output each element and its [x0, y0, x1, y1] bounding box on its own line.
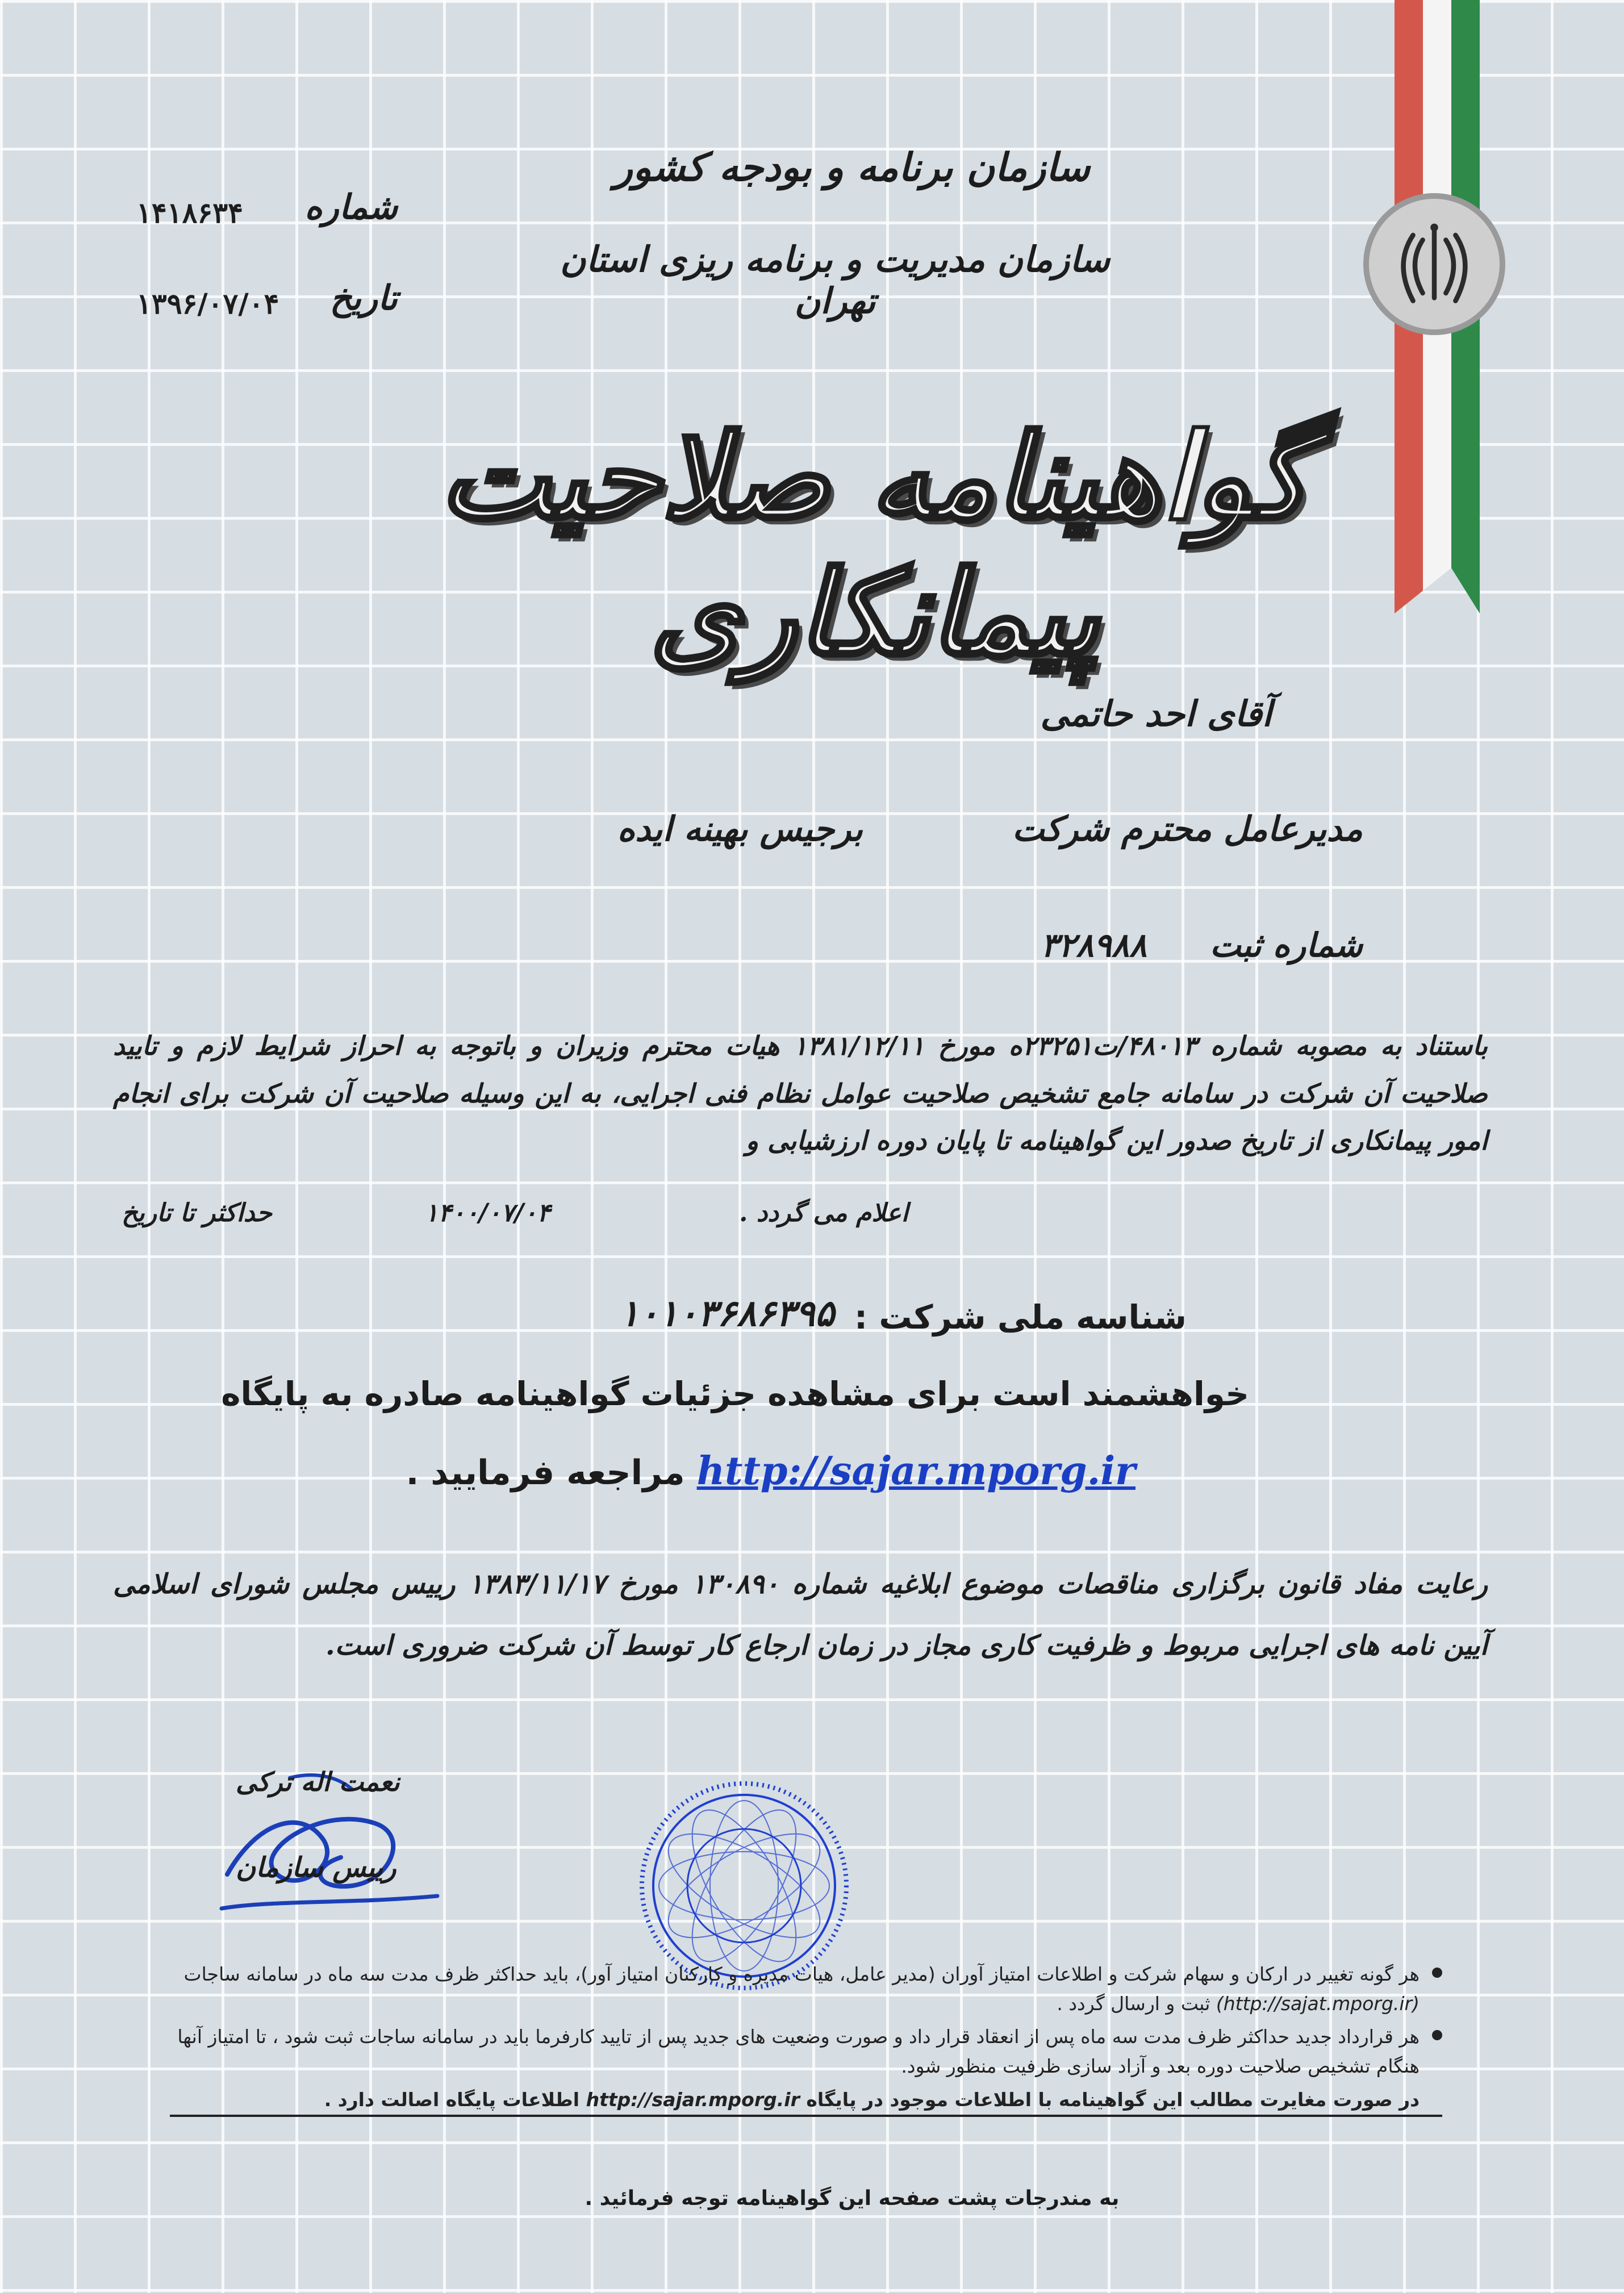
portal-refer-text: مراجعه فرمایید . — [406, 1453, 685, 1493]
footer-note: به مندرجات پشت صفحه این گواهینامه توجه فرمائید . — [585, 2187, 1120, 2210]
note-item: هر گونه تغییر در ارکان و سهام شرکت و اطلاعات امتیاز آوران (مدیر عامل، هیات مدیره و کارکنان امتیاز آور)، باید حداکثر ظرف مدت سه ماه در سامانه ساجات (http://sajat.mporg.ir) ثبت و ارسال گردد . — [170, 1960, 1442, 2019]
iran-emblem-icon — [1363, 193, 1505, 335]
date-label: تاریخ — [329, 278, 398, 318]
number-label: شماره — [304, 187, 398, 227]
recipient-name: آقای احد حاتمی — [1040, 693, 1272, 734]
registration-label: شماره ثبت — [1210, 926, 1363, 964]
certificate-title: گواهینامه صلاحیت پیمانکاری — [439, 409, 1310, 682]
portal-instruction: خواهشمند است برای مشاهده جزئیات گواهینامه صادره به پایگاه — [221, 1375, 1249, 1413]
body-paragraph: باستناد به مصوبه شماره ۴۸۰۱۳/ت۲۳۲۵۱ه مورخ ۱۳۸۱/۱۲/۱۱ هیات محترم وزیران و باتوجه به احراز شرایط لازم و تایید صلاحیت آن شرکت در سامانه جامع تشخیص صلاحیت عوامل نظام فنی اجرایی، به این وسیله صلاحیت آن شرکت برای انجام امور پیمانکاری از تاریخ صدور این گواهینامه تا پایان دوره ارزشیابی و — [113, 1030, 1488, 1156]
org-name-primary: سازمان برنامه و بودجه کشور — [614, 145, 1090, 190]
bullet-icon — [1432, 2030, 1442, 2040]
note-item: در صورت مغایرت مطالب این گواهینامه با اطلاعات موجود در پایگاه http://sajar.mporg.ir اطلاعات پایگاه اصالت دارد . — [170, 2085, 1442, 2117]
bullet-icon — [1432, 1968, 1442, 1978]
validity-date: ۱۴۰۰/۰۷/۰۴ — [424, 1198, 550, 1227]
validity-suffix: اعلام می گردد . — [739, 1198, 908, 1227]
national-id-label: شناسه ملی شرکت : — [854, 1298, 1187, 1336]
portal-url-link[interactable]: http://sajar.mporg.ir — [696, 1448, 1135, 1494]
org-name-secondary: سازمان مدیریت و برنامه ریزی استان تهران — [560, 239, 1110, 321]
compliance-paragraph: رعایت مفاد قانون برگزاری مناقصات موضوع ابلاغیه شماره ۱۳۰۸۹۰ مورخ ۱۳۸۳/۱۱/۱۷ رییس مجلس شورای اسلامی آیین نامه های اجرایی مربوط و ظرفیت کاری مجاز در زمان ارجاع کار توسط آن شرکت ضروری است. — [113, 1568, 1488, 1661]
number-value: ۱۴۱۸۶۳۴ — [136, 196, 243, 229]
sajat-url[interactable]: (http://sajat.mporg.ir) — [1216, 1993, 1420, 2015]
registration-number: ۳۲۸۹۸۸ — [1041, 926, 1147, 964]
signer-title: رییس سازمان — [236, 1852, 396, 1883]
portal-line2 — [406, 1448, 1135, 1494]
notes-section — [170, 1960, 1442, 2120]
note-item: هر قرارداد جدید حداکثر ظرف مدت سه ماه پس از انعقاد قرار داد و صورت وضعیت های جدید پس از تایید کارفرما باید در سامانه ساجات ثبت شود ، تا امتیاز آنها هنگام تشخیص صلاحیت دوره بعد و آزاد سازی ظرفیت منظور شود. — [170, 2022, 1442, 2081]
position-label: مدیرعامل محترم شرکت — [1012, 809, 1363, 849]
validity-prefix: حداکثر تا تاریخ — [122, 1198, 272, 1227]
date-value: ۱۳۹۶/۰۷/۰۴ — [136, 287, 279, 320]
sajar-url-note[interactable]: http://sajar.mporg.ir — [586, 2088, 800, 2111]
national-id-value: ۱۰۱۰۳۶۸۶۳۹۵ — [619, 1292, 834, 1335]
company-name: برجیس بهینه ایده — [617, 809, 863, 849]
signer-name: نعمت اله ترکی — [236, 1766, 400, 1797]
